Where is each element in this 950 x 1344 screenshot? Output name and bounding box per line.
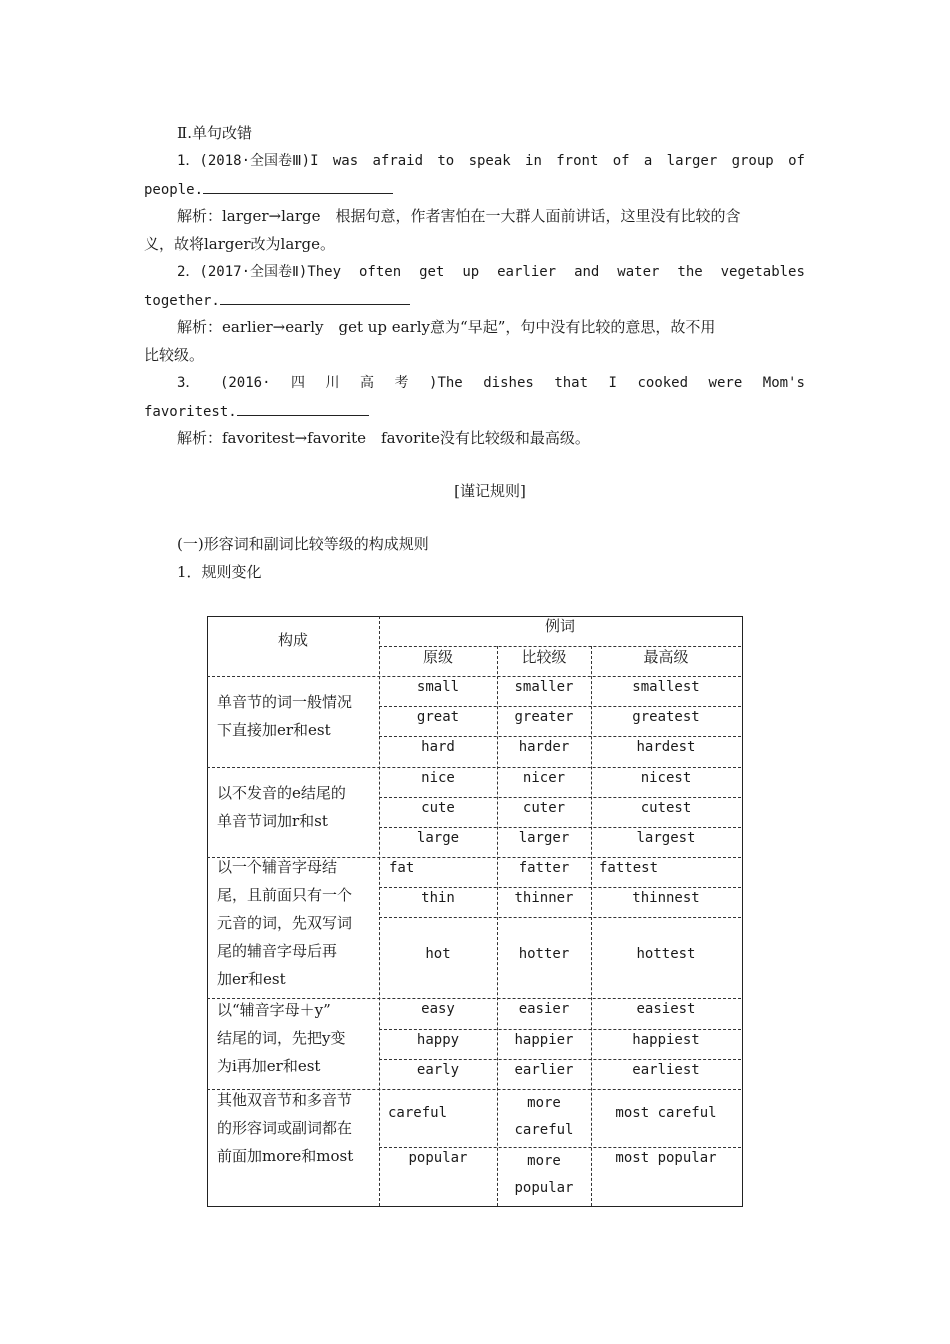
cell-superlative: hardest [636, 739, 696, 755]
q1-word: in [525, 153, 542, 169]
rule-label [217, 996, 345, 1080]
cell-base: hard [421, 739, 455, 755]
cell-base: thin [421, 890, 455, 906]
q3-word: Mom's [762, 375, 805, 391]
q1-word: of [612, 153, 630, 169]
answer-blank[interactable] [203, 179, 393, 194]
q3-word: 四 [291, 375, 306, 391]
cell-base: small [416, 679, 460, 695]
header-base: 原级 [422, 648, 453, 666]
cell-superlative: cutest [640, 800, 692, 816]
answer-blank[interactable] [237, 401, 369, 416]
q1-word: speak [468, 153, 511, 169]
q2-word: the [677, 264, 703, 280]
rule-label-line: 以“辅音字母＋y” [217, 1001, 331, 1019]
cell-base: easy [421, 1001, 455, 1017]
cell-superlative: nicest [640, 770, 692, 786]
answer-1-line-2: 义，故将larger改为large。 [144, 235, 335, 253]
cell-superlative: hottest [636, 946, 696, 962]
cell-comparative: greater [514, 709, 574, 725]
q3-word: (2016· [219, 375, 271, 391]
comparison-table [207, 616, 742, 1206]
header-superlative: 最高级 [643, 648, 689, 666]
q3-word: were [708, 375, 743, 391]
q1-word: front [556, 153, 599, 169]
cell-superlative: fattest [599, 860, 659, 876]
q1-word: of [788, 153, 805, 169]
rule-label-line: 单音节词加r和st [217, 812, 328, 830]
section-title: Ⅱ.单句改错 [177, 124, 252, 142]
rule-label-line: 的形容词或副词都在 [217, 1119, 353, 1137]
cell-base: early [416, 1062, 460, 1078]
q3-word: I [608, 375, 617, 391]
q2-word: 2．(2017·全国卷Ⅱ)They [177, 264, 342, 280]
cell-comparative: harder [518, 739, 570, 755]
q2-word: vegetables [720, 264, 805, 280]
cell-superlative: greatest [632, 709, 700, 725]
cell-superlative: most popular [615, 1150, 717, 1166]
cell-comparative: nicer [522, 770, 566, 786]
col-divider [379, 616, 380, 1206]
question-2-line-2 [144, 290, 410, 311]
q3-word: 考 [394, 375, 409, 391]
q1-word: larger [666, 153, 718, 169]
q2-word: get [419, 264, 445, 280]
cell-superlative: easiest [636, 1001, 696, 1017]
rule-label-line: 加er和est [217, 970, 286, 988]
cell-comparative: more popular [514, 1153, 574, 1196]
q1-tail: people. [144, 182, 204, 198]
cell-base: hot [425, 946, 451, 962]
rule-label-line: 为i再加er和est [217, 1057, 321, 1075]
cell-comparative: thinner [514, 890, 574, 906]
cell-base: fat [389, 860, 415, 876]
rule-label-line: 前面加more和most [217, 1147, 354, 1165]
answer-blank[interactable] [220, 290, 410, 305]
answer-1-line-1: 解析：larger→large 根据句意，作者害怕在一大群人面前讲话，这里没有比较的含 [177, 207, 741, 225]
q3-word: 川 [325, 375, 340, 391]
cell-comparative: more careful [514, 1095, 574, 1138]
rule-label-line: 以一个辅音字母结 [217, 858, 338, 876]
q1-word: afraid [372, 153, 424, 169]
cell-comparative: easier [518, 1001, 570, 1017]
rule-label [217, 1086, 353, 1170]
cell-superlative: smallest [632, 679, 700, 695]
rule-label-line: 结尾的词，先把y变 [217, 1029, 346, 1047]
q2-word: often [358, 264, 402, 280]
cell-comparative: cuter [522, 800, 566, 816]
q1-word: to [437, 153, 455, 169]
question-1-line-2 [144, 179, 393, 200]
cell-superlative: earliest [632, 1062, 700, 1078]
question-2-line-1 [177, 262, 805, 282]
cell-comparative: happier [514, 1032, 574, 1048]
sub-heading: (一)形容词和副词比较等级的构成规则 [177, 535, 429, 553]
rule-label-line: 元音的词，先双写词 [217, 914, 353, 932]
cell-base: careful [388, 1105, 448, 1121]
q3-tail: favoritest. [144, 404, 237, 420]
header-compose: 构成 [277, 631, 308, 649]
cell-base: cute [421, 800, 455, 816]
q3-word: 高 [360, 375, 375, 391]
cell-base: large [416, 830, 460, 846]
rule-label-line: 下直接加er和est [217, 721, 331, 739]
row-divider [379, 917, 741, 918]
q3-word: that [554, 375, 589, 391]
q1-word: 1．(2018·全国卷Ⅲ)I [177, 153, 319, 169]
answer-2-line-1: 解析：earlier→early get up early意为“早起”，句中没有比较的意思，故不用 [177, 318, 716, 336]
q3-word: dishes [483, 375, 534, 391]
rule-label [217, 688, 352, 744]
question-3-line-1 [177, 373, 805, 393]
cell-superlative: thinnest [632, 890, 700, 906]
q3-word: cooked [637, 375, 689, 391]
rule-label-line: 尾，且前面只有一个 [217, 886, 353, 904]
cell-comparative: earlier [514, 1062, 574, 1078]
cell-base: nice [421, 770, 455, 786]
rule-label-line: 尾的辅音字母后再 [217, 942, 338, 960]
cell-base: popular [408, 1150, 468, 1166]
sub-heading-2: 1．规则变化 [177, 563, 262, 581]
header-comparative: 比较级 [521, 648, 567, 666]
q3-word: 3． [177, 375, 200, 391]
rule-label [217, 779, 346, 835]
q2-tail: together. [144, 293, 220, 309]
cell-comparative: hotter [518, 946, 570, 962]
q2-word: up [462, 264, 480, 280]
question-1-line-1 [177, 151, 805, 171]
cell-superlative: most careful [615, 1105, 717, 1121]
rule-label-line: 其他双音节和多音节 [217, 1091, 353, 1109]
cell-comparative: smaller [514, 679, 574, 695]
rule-label-line: 以不发音的e结尾的 [217, 784, 346, 802]
rule-label [217, 853, 352, 993]
answer-3-line-1: 解析：favoritest→favorite favorite没有比较级和最高级。 [177, 429, 590, 447]
cell-base: happy [416, 1032, 460, 1048]
cell-comparative: larger [518, 830, 570, 846]
cell-base: great [416, 709, 460, 725]
q3-word: )The [429, 375, 463, 391]
rule-label-line: 单音节的词一般情况 [217, 693, 353, 711]
rules-heading: [谨记规则] [454, 482, 526, 500]
question-3-line-2 [144, 401, 369, 422]
q1-word: was [332, 153, 359, 169]
cell-superlative: largest [636, 830, 696, 846]
q1-word: a [643, 153, 653, 169]
answer-2-line-2: 比较级。 [144, 346, 205, 364]
col-divider [497, 646, 498, 1206]
header-examples: 例词 [544, 617, 575, 635]
cell-comparative: fatter [518, 860, 570, 876]
q2-word: water [617, 264, 660, 280]
q2-word: and [574, 264, 600, 280]
q2-word: earlier [497, 264, 557, 280]
cell-superlative: happiest [632, 1032, 700, 1048]
q1-word: group [731, 153, 774, 169]
